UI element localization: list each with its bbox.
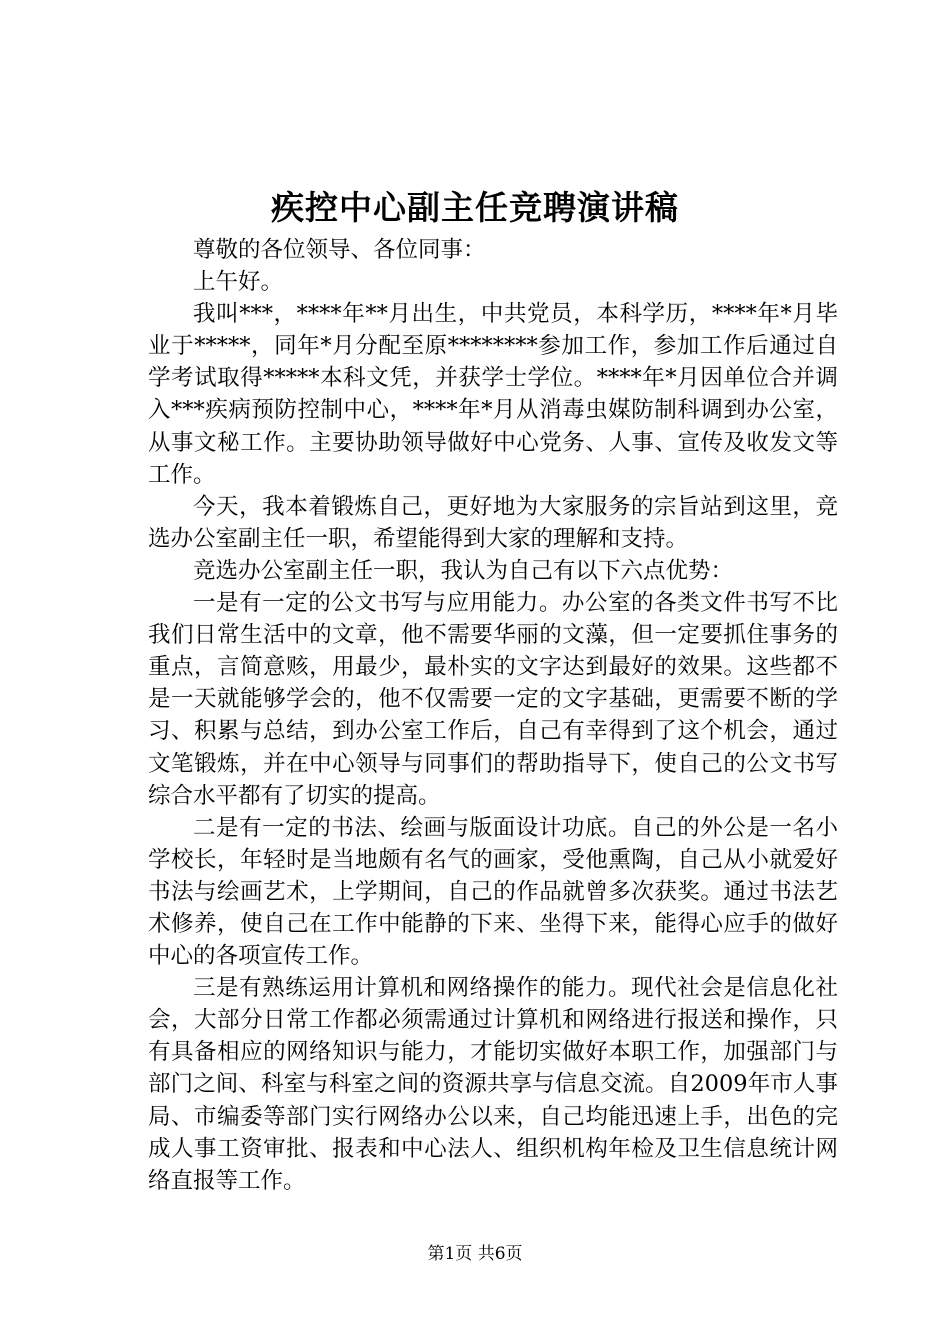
page-footer [0,1242,950,1266]
salutation: 尊敬的各位领导、各位同事： [193,237,486,263]
paragraph-advantage-3: 三是有熟练运用计算机和网络操作的能力。现代社会是信息化社会，大部分日常工作都必须需通过计算机和网络进行报送和操作，只有具备相应的网络知识与能力，才能切实做好本职工作，加强部门与部门之间、科室与科室之间的资源共享与信息交流。自2009年市人事局、市编委等部门实行网络办公以来，自己均能迅速上手，出色的完成人事工资审批、报表和中心法人、组织机构年检及卫生信息统计网络直报等工作。 [148,975,838,1194]
document-title: 疾控中心副主任竞聘演讲稿 [271,188,679,227]
paragraph-advantage-2: 二是有一定的书法、绘画与版面设计功底。自己的外公是一名小学校长，年轻时是当地颇有名气的画家，受他熏陶，自己从小就爱好书法与绘画艺术，上学期间，自己的作品就曾多次获奖。通过书法艺术修养，使自己在工作中能静的下来、坐得下来，能得心应手的做好中心的各项宣传工作。 [148,814,838,970]
document-body [148,234,838,1197]
paragraph-purpose: 今天，我本着锻炼自己，更好地为大家服务的宗旨站到这里，竞选办公室副主任一职，希望能得到大家的理解和支持。 [148,493,838,552]
paragraph-introduction: 我叫***，****年**月出生，中共党员，本科学历，****年*月毕业于*****，同年*月分配至原********参加工作，参加工作后通过自学考试取得*****本科文凭，并获学士学位。****年*月因单位合并调入***疾病预防控制中心，****年*月从消毒虫媒防制科调到办公室，从事文秘工作。主要协助领导做好中心党务、人事、宣传及收发文等工作。 [148,301,838,488]
paragraph-advantage-1: 一是有一定的公文书写与应用能力。办公室的各类文件书写不比我们日常生活中的文章，他不需要华丽的文藻，但一定要抓住事务的重点，言简意赅，用最少，最朴实的文字达到最好的效果。这些都不是一天就能够学会的，他不仅需要一定的文字基础，更需要不断的学习、积累与总结，到办公室工作后，自己有幸得到了这个机会，通过文笔锻炼，并在中心领导与同事们的帮助指导下，使自己的公文书写综合水平都有了切实的提高。 [148,590,838,809]
paragraph-advantages-intro: 竞选办公室副主任一职，我认为自己有以下六点优势： [193,557,734,584]
greeting: 上午好。 [193,269,284,296]
page-number: 第1页 共6页 [427,1244,523,1264]
